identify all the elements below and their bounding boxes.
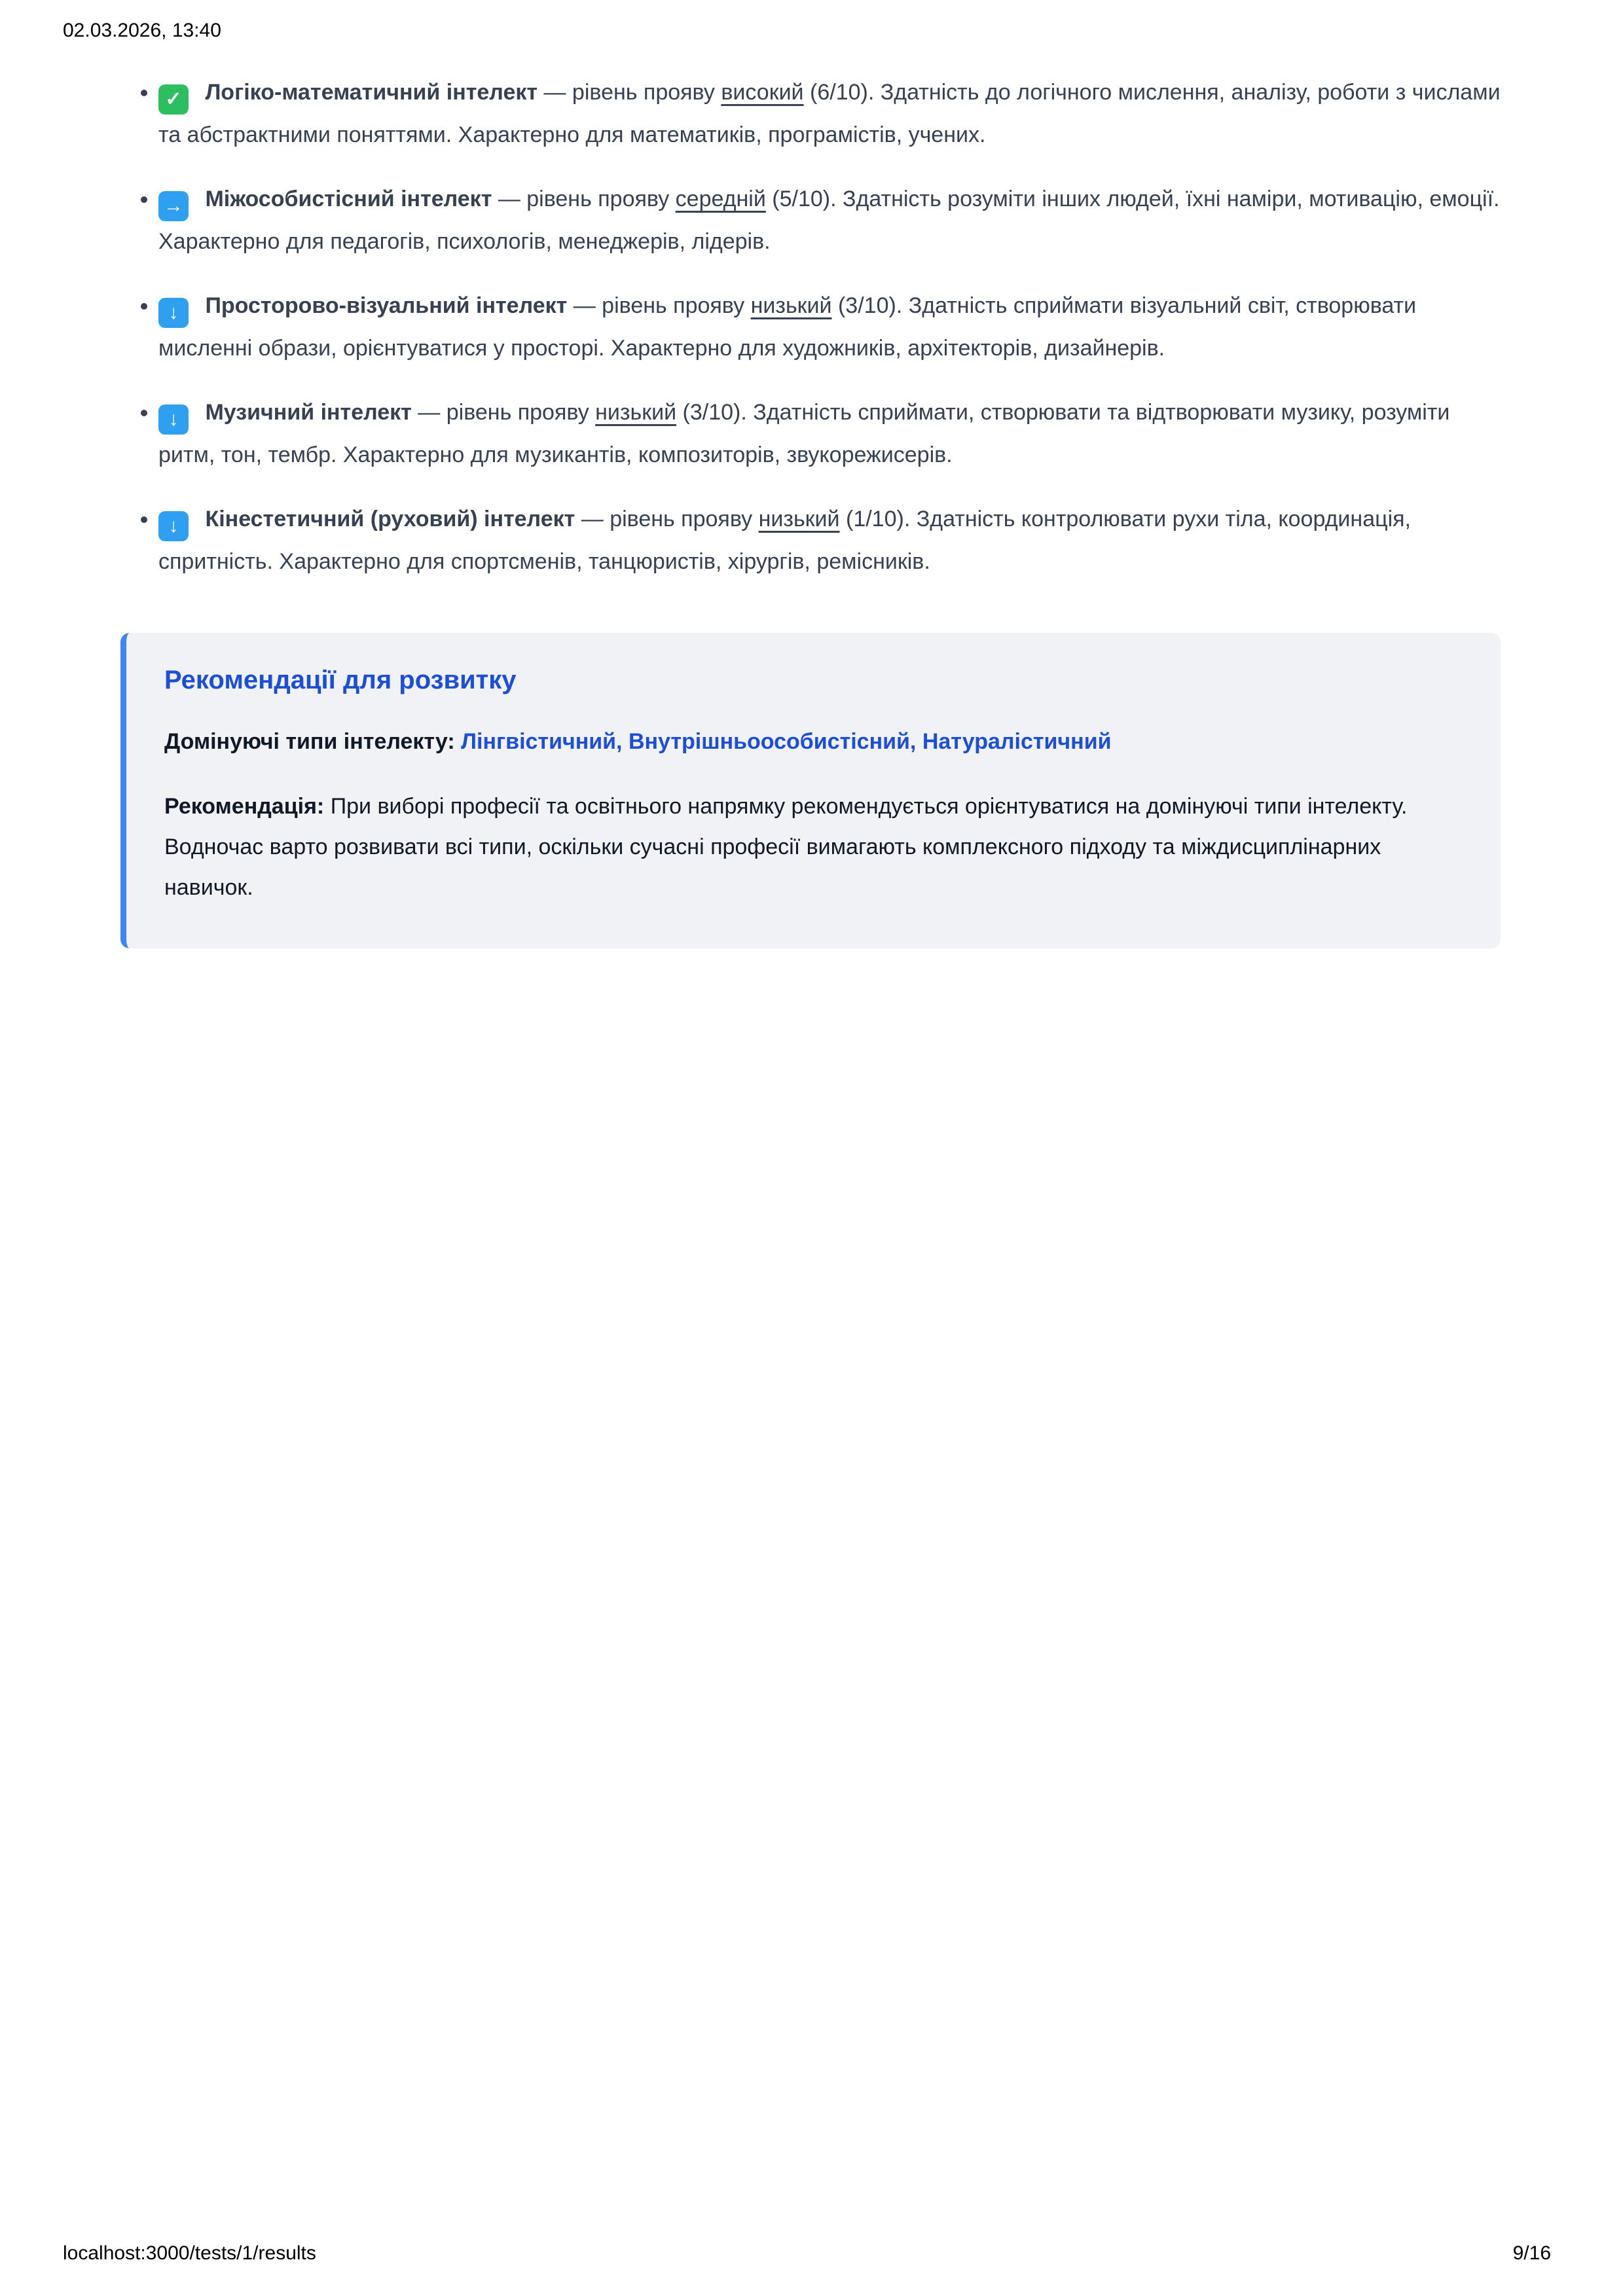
level-prefix: — рівень прояву xyxy=(543,80,715,105)
arrow-down-icon: ↓ xyxy=(158,404,189,435)
arrow-down-icon: ↓ xyxy=(158,298,189,328)
check-icon: ✓ xyxy=(158,84,189,115)
item-description: (3/10). Здатність сприймати візуальний світ, створювати мисленні образи, орієнтуватися у просторі. Характерно для художників, архітекторів, дизайнерів. xyxy=(158,293,1417,361)
level-value: середній xyxy=(675,187,766,211)
dominant-types-value: Лінгвістичний, Внутрішньоособистісний, Натуралістичний xyxy=(461,729,1112,754)
page-content xyxy=(63,72,1501,948)
item-description: (5/10). Здатність розуміти інших людей, їхні наміри, мотивацію, емоції. Характерно для педагогів, психологів, менеджерів, лідерів. xyxy=(158,187,1500,254)
level-prefix: — рівень прояву xyxy=(418,400,589,425)
item-description: (6/10). Здатність до логічного мислення, аналізу, роботи з числами та абстрактними поняттями. Характерно для математиків, програмістів, учених. xyxy=(158,80,1501,147)
print-header-datetime: 02.03.2026, 13:40 xyxy=(63,20,221,41)
print-footer-page-indicator: 9/16 xyxy=(1512,2242,1551,2264)
level-prefix: — рівень прояву xyxy=(581,507,753,531)
recommendation-paragraph xyxy=(164,786,1461,908)
intelligence-name: Кінестетичний (руховий) інтелект xyxy=(205,507,575,531)
list-item xyxy=(158,285,1501,368)
arrow-right-icon: → xyxy=(158,191,189,221)
recommendation-text: При виборі професії та освітнього напрямку рекомендується орієнтуватися на домінуючі типи інтелекту. Водночас варто розвивати всі типи, оскільки сучасні професії вимагають комплексного підходу та міждисциплінарних навичок. xyxy=(164,794,1408,900)
intelligence-name: Просторово-візуальний інтелект xyxy=(205,293,568,318)
recommendation-label: Рекомендація: xyxy=(164,794,325,819)
intelligence-name: Музичний інтелект xyxy=(205,400,412,425)
intelligence-list xyxy=(63,72,1501,582)
item-description: (3/10). Здатність сприймати, створювати та відтворювати музику, розуміти ритм, тон, тембр. Характерно для музикантів, композиторів, звукорежисерів. xyxy=(158,400,1450,467)
level-prefix: — рівень прояву xyxy=(498,187,670,211)
level-value: низький xyxy=(750,293,832,318)
list-item xyxy=(158,392,1501,475)
print-footer-url: localhost:3000/tests/1/results xyxy=(63,2242,316,2264)
list-item xyxy=(158,179,1501,262)
list-item xyxy=(158,499,1501,582)
arrow-down-icon: ↓ xyxy=(158,511,189,541)
level-value: низький xyxy=(758,507,840,531)
level-value: низький xyxy=(595,400,677,425)
list-item xyxy=(158,72,1501,155)
item-description: (1/10). Здатність контролювати рухи тіла, координація, спритність. Характерно для спортсменів, танцюристів, хірургів, ремісників. xyxy=(158,507,1411,574)
recommendations-title: Рекомендації для розвитку xyxy=(164,666,517,694)
level-value: високий xyxy=(721,80,804,105)
dominant-types-line xyxy=(164,729,1461,755)
intelligence-name: Міжособистісний інтелект xyxy=(205,187,492,211)
intelligence-name: Логіко-математичний інтелект xyxy=(205,80,538,105)
level-prefix: — рівень прояву xyxy=(573,293,745,318)
recommendations-box xyxy=(120,633,1501,948)
dominant-types-label: Домінуючі типи інтелекту: xyxy=(164,729,455,754)
